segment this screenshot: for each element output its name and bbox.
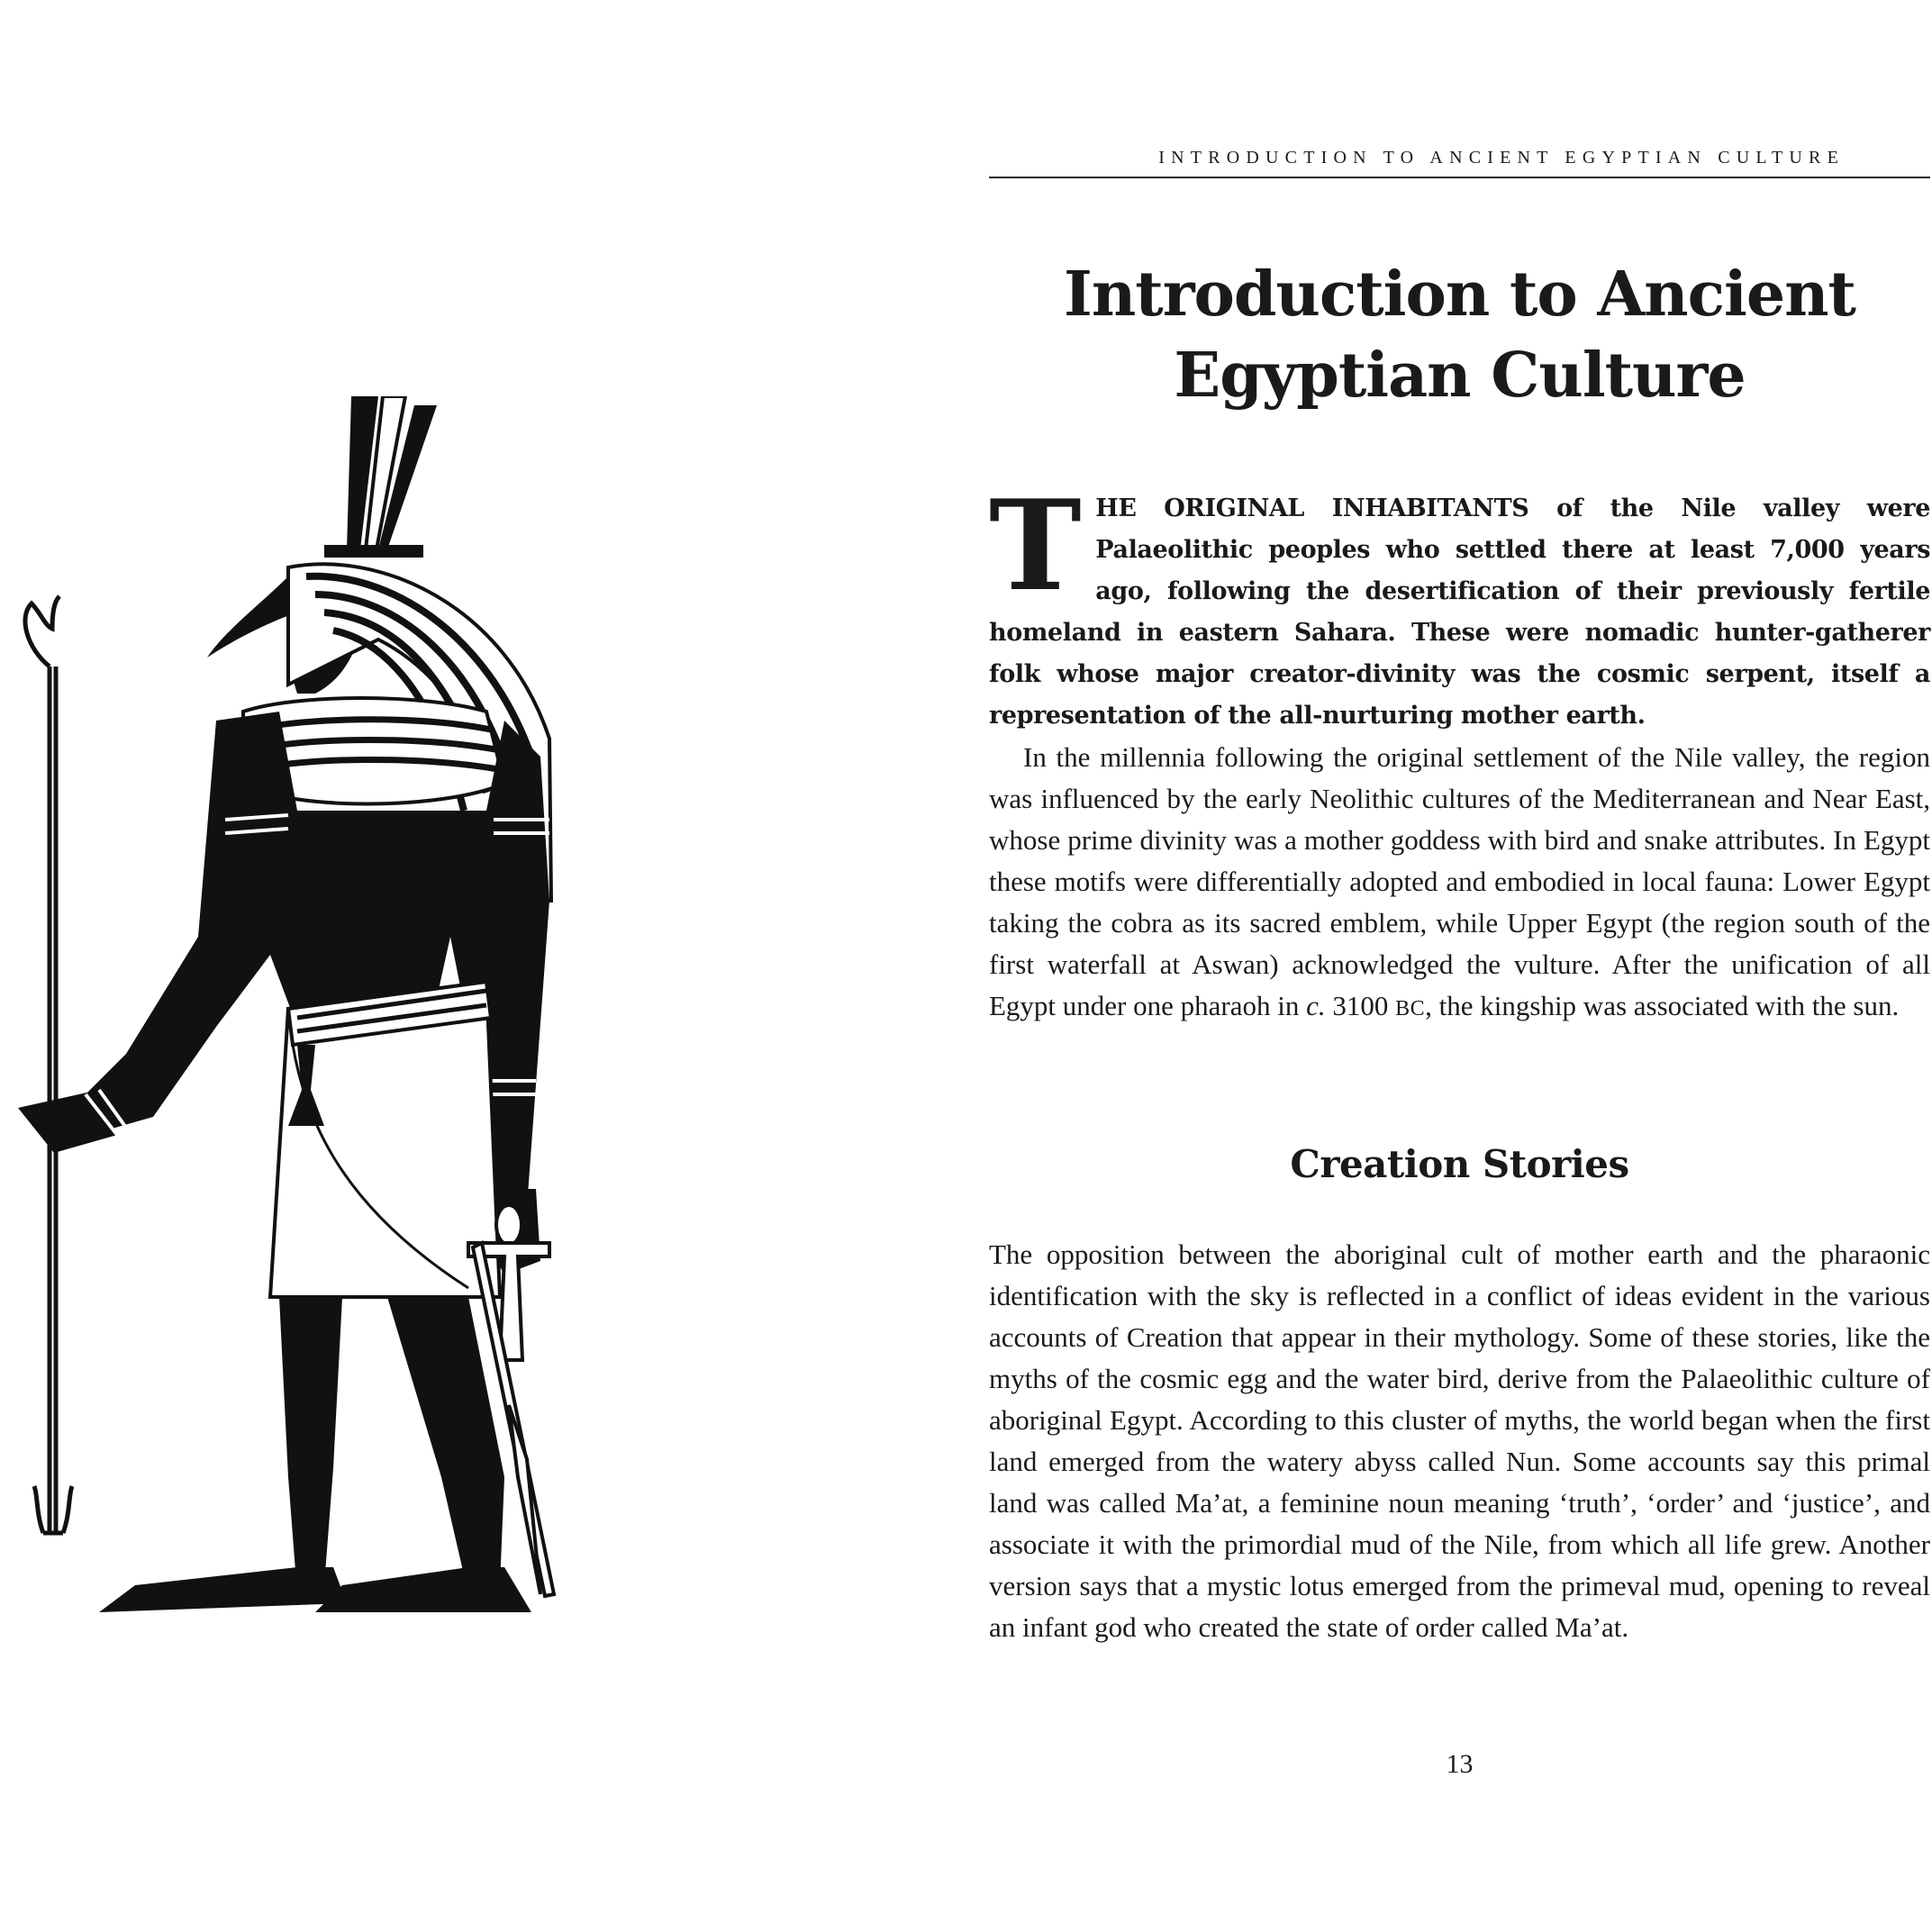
section-title: Creation Stories [1290, 1142, 1629, 1186]
running-head: INTRODUCTION TO ANCIENT EGYPTIAN CULTURE [1158, 148, 1845, 168]
intro-text: HE ORIGINAL INHABITANTS of the Nile valley were Palaeolithic peoples who settled there at least 7,000 years ago, following the desertification of their previously fertile homeland in eastern Sahara. These were nomadic hunter-gatherer folk whose major creator-divinity was the cosmic serpent, itself a representation of the all-nurturing mother earth. [989, 494, 1930, 730]
ibis-headed-god-illustration [0, 396, 576, 1657]
paragraph-neolithic [989, 737, 1930, 1029]
paragraph-neolithic-end: , the kingship was associated with the sun. [1425, 990, 1900, 1021]
kilt [270, 982, 500, 1297]
headdress [324, 396, 437, 558]
year-text: 3100 [1325, 990, 1396, 1021]
era-abbrev: BC [1395, 997, 1426, 1020]
header-rule [989, 177, 1930, 178]
chapter-title-line-2: Egyptian Culture [1174, 340, 1746, 412]
page-number: 13 [1446, 1749, 1474, 1779]
paragraph-creation: The opposition between the aboriginal cult of mother earth and the pharaonic identification with the sky is reflected in a conflict of ideas evident in the various accounts of Creation that appear in their mythology. Some of these stories, like the myths of the cosmic egg and the water bird, derive from the Palaeolithic culture of aboriginal Egypt. According to this cluster of myths, the world began when the first land emerged from the watery abyss called Nun. Some accounts say this primal land was called Ma’at, a feminine noun meaning ‘truth’, ‘order’ and ‘justice’, and associate it with the primordial mud of the Nile, from which all life grew. Another version says that a mystic lotus emerged from the primeval mud, opening to reveal an infant god who created the state of order called Ma’at. [989, 1238, 1930, 1643]
paragraph-neolithic-text: In the millennia following the original settlement of the Nile valley, the region was influenced by the early Neolithic cultures of the Mediterranean and Near East, whose prime divinity was a mother goddess with bird and snake attributes. In Egypt these motifs were differentially adopted and embodied in local fauna: Lower Egypt taking the cobra as its sacred emblem, while Upper Egypt (the region south of the first waterfall at Aswan) acknowledged the vulture. After the unification of all Egypt under one pharaoh in [989, 741, 1930, 1021]
drop-cap: T [989, 472, 1082, 619]
chapter-title [989, 254, 1930, 416]
intro-paragraph [989, 472, 1930, 737]
text-page [989, 0, 1932, 1932]
legs [99, 1297, 531, 1612]
staff [25, 596, 72, 1533]
chapter-title-line-1: Introduction to Ancient [1064, 259, 1855, 331]
circa-abbrev: c. [1306, 990, 1326, 1021]
